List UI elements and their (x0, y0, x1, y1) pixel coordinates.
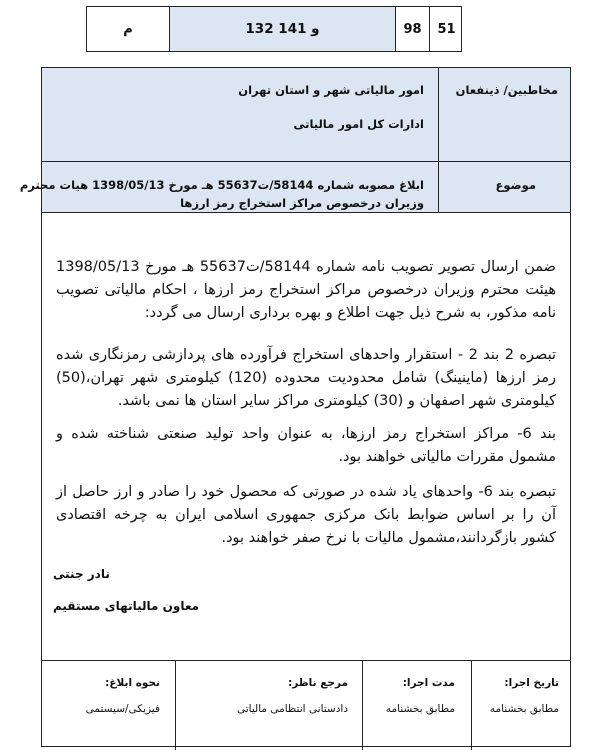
circular-frame (19, 67, 571, 747)
divider (42, 212, 570, 213)
subject-line1: ابلاغ مصوبه شماره 58144/ت55637 هـ مورخ 1398/05/13 هیات محترم (19, 178, 424, 192)
footer-divider (362, 660, 363, 750)
start-date-value: مطابق بخشنامه (489, 703, 559, 715)
label-column-divider (438, 68, 439, 212)
index-cell-98: 98 (395, 7, 429, 51)
start-date-label: تاریخ اجرا: (504, 677, 559, 689)
divider (42, 660, 570, 661)
footer-divider (471, 660, 472, 750)
subject-label: موضوع (495, 178, 536, 192)
body-paragraph-4: تبصره بند 6- واحدهای یاد شده در صورتی که محصول خود را صادر و ارز حاصل از آن را بر اساس ضوابط بانک مرکزی جمهوری اسلامی ایران به چرخه اقتصادی کشور بازگردانند،مشمول مالیات با نرخ صفر خواهند بود. (56, 484, 556, 546)
footer-divider (175, 660, 176, 750)
body-paragraph-2: تبصره 2 بند 2 - استقرار واحدهای استخراج فرآورده های پردازشی رمزنگاری شده رمز ارزها (ماینینگ) شامل محدودیت محدوده (120) کیلومتری شهر تهران،(50) کیلومتری شهر اصفهان و (30) کیلومتری مراکز سایر استان ها نمی باشد. (56, 347, 556, 409)
addressees-line2: ادارات کل امور مالیاتی (293, 117, 424, 131)
index-cell-51: 51 (429, 7, 463, 51)
signatory-name: نادر جنتی (53, 567, 110, 581)
body-paragraph-3: بند 6- مراکز استخراج رمز ارزها، به عنوان واحد تولید صنعتی شناخته شده و مشمول مقررات مالیاتی خواهند بود. (56, 426, 556, 465)
addressees-label: مخاطبین/ ذینفعان (455, 83, 558, 97)
duration-value: مطابق بخشنامه (385, 703, 455, 715)
index-table (86, 6, 462, 52)
index-cell-m: م (123, 21, 133, 37)
signatory-title: معاون مالیاتهای مستقیم (53, 599, 200, 613)
index-cell-articles: 132 و 141 (169, 7, 395, 51)
oversight-label: مرجع ناظر: (288, 677, 348, 689)
method-label: نحوه ابلاغ: (105, 677, 160, 689)
body-paragraph-1: ضمن ارسال تصویر تصویب نامه شماره 58144/ت55637 هـ مورخ 1398/05/13 هیئت محترم وزیران درخصوص مراکز استخراج رمز ارزها ، احکام مالیاتی تصویب نامه مذکور، به شرح ذیل جهت اطلاع و بهره برداری ارسال می گردد: (56, 259, 556, 321)
addressees-row (42, 68, 570, 161)
oversight-value: دادستانی انتظامی مالیاتی (236, 703, 348, 715)
duration-label: مدت اجرا: (402, 677, 455, 689)
subject-line2: وزیران درخصوص مراکز استخراج رمز ارزها (180, 196, 424, 210)
method-value: فیزیکی/سیستمی (85, 703, 160, 715)
addressees-line1: امور مالیاتی شهر و استان تهران (238, 83, 424, 97)
